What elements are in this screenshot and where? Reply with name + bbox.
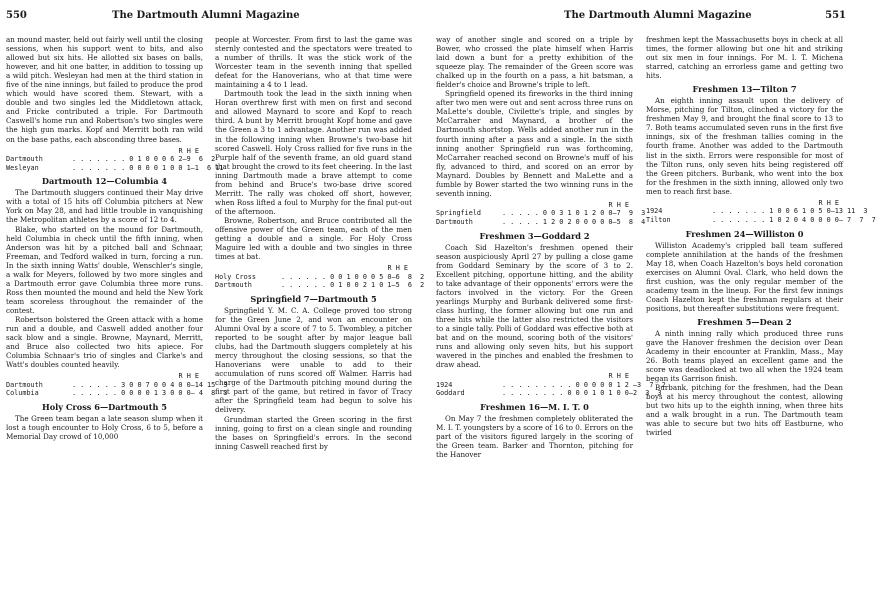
box-score-header: R H E	[608, 372, 629, 381]
box-score-header: R H E	[178, 372, 199, 381]
box-score-row: 1924 . . . . . . . 1 0 0 6 1 0 5 0—13 11 3	[646, 207, 868, 216]
box-score	[6, 372, 228, 398]
paragraph: freshmen kept the Massachusetts boys in check at all times, the former allowing but one hit and striking out six men in four innings. For M. I. T. Michena starred, catching an errorless game and getting two hits.	[646, 35, 843, 81]
page-number: 550	[6, 10, 27, 21]
box-score	[6, 146, 224, 173]
right-page-header	[426, 10, 852, 24]
box-score-header: R H E	[608, 200, 629, 209]
paragraph: A ninth inning rally which produced three runs gave the Hanover freshmen the decision over Dean Academy in their encounter at Franklin, Mass., May 26. Both teams played an excellent game and the score was deadlocked at two all when the 1924 team began its Garrison finish.	[646, 328, 843, 384]
right-page-column-1	[436, 35, 666, 600]
box-score-row: Holy Cross . . . . . . 0 0 1 0 0 0 5 0—6 8 2	[215, 272, 425, 281]
paragraph: Burbank, pitching for the freshmen, had the Dean boys at his mercy throughout the contest, allowing but two hits up to the eighth inning, when three hits and a walk brought in a run. The Dartmouth team was able to secure but two hits off Eastburne, who twirled	[646, 383, 843, 438]
box-score-header: R H E	[818, 198, 839, 207]
box-score-row: Springfield . . . . . 0 0 3 1 0 1 2 0 0—7 9 3	[436, 209, 646, 218]
box-score-row: Goddard . . . . . . . . 0 0 0 1 0 1 0 0—2 3 3	[436, 389, 662, 398]
paragraph: Dartmouth took the lead in the sixth inning when Horan overthrew first with men on first and second and allowed Maynard to score and Kopf to reach third. A bunt by Merritt brought Kopf home and gave the Green a 3 to 1 advantage. Another run was added in the following inning when Browne's two-base hit scored Caswell. Holy Cross rallied for five runs in the Purple half of the seventh frame, an old guard stand that brought the crowd to its feet cheering. In the last inning Dartmouth made a brave attempt to come from behind and Bruce's two-base drive scored Merritt. The rally was choked off short, however, when Ross lifted a foul to Murphy for the final put-out of the afternoon.	[215, 89, 412, 216]
paragraph: The Dartmouth sluggers continued their May drive with a total of 15 hits off Columbia pitchers at New York on May 28, and had little trouble in vanquishing the Metropolitan athletes by a score of 12 to 4.	[6, 188, 203, 225]
paragraph: people at Worcester. From first to last the game was sternly contested and the spectators were treated to a number of thrills. It was the stick work of the Worcester team in the seventh inning that spelled defeat for the Hanoverians, who at that time were maintaining a 4 to 1 lead.	[215, 35, 412, 90]
section-heading: Holy Cross 6—Dartmouth 5	[41, 402, 168, 413]
section-heading: Freshmen 13—Tilton 7	[692, 84, 797, 95]
section-heading: Dartmouth 12—Columbia 4	[41, 176, 168, 187]
box-score	[436, 372, 666, 398]
box-score-row: Dartmouth . . . . . . . 0 1 0 0 0 6 2—9 6 2	[6, 155, 216, 164]
box-score	[436, 200, 646, 227]
paragraph: Springfield Y. M. C. A. College proved too strong for the Green June 2, and won an encounter on Alumni Oval by a score of 7 to 5. Twombley, a pitcher reported to be sought after by major league ball clubs, had the Dartmouth sluggers completely at his mercy throughout the closing sessions, so that the Hanoverians were unable to add to their accumulation of runs scored off Walmer. Harris had charge of the Dartmouth pitching mound during the first part of the game, but retired in favor of Tracy after the Springfield team had begun to solve his delivery.	[215, 305, 412, 415]
box-score-row: Dartmouth . . . . . . 0 1 0 0 2 1 0 1—5 6 2	[215, 281, 425, 290]
box-score-row: Tilton . . . . . . . 1 0 2 0 4 0 0 0 0— 7 7 7	[646, 215, 876, 224]
left-page-column-2	[215, 35, 425, 600]
running-title: The Dartmouth Alumni Magazine	[112, 10, 300, 21]
left-page-column-1	[6, 35, 228, 600]
box-score-row: Dartmouth . . . . . 1 2 0 2 0 0 0 0 0—5 8 4	[436, 218, 646, 227]
paragraph: Robertson bolstered the Green attack with a home run and a double, and Caswell added another four sack blow and a single. Browne, Maynard, Merritt, and Bruce also collected two hits apiece. For Columbia Schnaar's trio of singles and Clarke's and Watt's doubles counted heavily.	[6, 315, 203, 370]
box-score-row: Columbia . . . . . . 0 0 0 0 1 3 0 0 0— 4 8 3	[6, 389, 228, 398]
left-page	[0, 0, 426, 600]
section-heading: Freshmen 3—Goddard 2	[479, 230, 590, 241]
box-score	[215, 264, 425, 290]
paragraph: An eighth inning assault upon the delivery of Morse, pitching for Tilton, clinched a victory for the freshmen May 9, and brought the final score to 13 to 7. Both teams accumulated seven runs in the first five innings, six of the freshman tallies coming in the fourth frame. Another was added to the Dartmouth list in the sixth. Errors were responsible for most of the Tilton runs, only seven hits being registered off the Green pitchers. Burbank, who went into the box for the freshmen in the sixth inning, allowed only two men to reach first base.	[646, 96, 843, 196]
paragraph: Springfield opened its fireworks in the third inning after two men were out and sent across three runs on MaLette's double, Civilette's triple, and singles by McCarraher and Maynard, a brother of the Dartmouth shortstop. Wells added another run in the fourth inning after a pass and a single. In the sixth inning another Springfield run was forthcoming, McCarraher reached second on Browne's muff of his fly, advanced to third, and scored on an error by Maynard. Doubles by Bennett and MaLette and a fumble by Bower started the two winning runs in the seventh inning.	[436, 89, 633, 198]
box-score-row: Dartmouth . . . . . . 3 0 0 7 0 0 4 0 0—14 15 3	[6, 380, 228, 389]
section-heading: Freshmen 24—Williston 0	[685, 228, 804, 239]
paragraph: Blake, who started on the mound for Dartmouth, held Columbia in check until the fifth inning, when Anderson was hit by a pitched ball and Schnaar, Freeman, and Tedford walked in turn, forcing a run. In the sixth inning Watts' double, Wenschler's single, a walk for Meyers, followed by two more singles and a Dartmouth error gave Columbia three more runs. Ross then mounted the mound and held the New York team scoreless throughout the remainder of the contest.	[6, 224, 203, 315]
paragraph: Grundman started the Green scoring in the first inning, going to first on a clean single and rounding the bases on Springfield's errors. In the second inning Caswell reached first by	[215, 414, 412, 451]
page-number: 551	[825, 10, 846, 21]
running-title: The Dartmouth Alumni Magazine	[564, 10, 752, 21]
paragraph: Williston Academy's crippled ball team suffered complete annihilation at the hands of the freshmen May 18, when Coach Hazelton's boys held coronation exercises on Alumni Oval. Clark, who held down the first cushion, was the only regular member of the academy team in the lineup. For the first few innings Coach Hazelton kept the freshman regulars at their positions, but thereafter substitutions were frequent.	[646, 240, 843, 313]
paragraph: an mound master, held out fairly well until the closing sessions, when his support went to bits, and also allowed but six hits. He allotted six bases on balls, however, and hit one batter, in addition to tossing up a wild pitch. Wesleyan had men at the third station in five of the nine innings, but failed to produce the prod which would have scored them. Stewart, with a double and two singles led the Middletown attack, and Fricke contributed a triple. For Dartmouth Caswell's home run and Robertson's two singles were the high gun marks. Kopf and Merritt both ran wild on the base paths, each absconding three bases.	[6, 35, 203, 144]
left-page-header	[0, 10, 426, 24]
paragraph: On May 7 the freshmen completely obliterated the M. I. T. youngsters by a score of 16 to 0. Errors on the part of the visitors figured largely in the scoring of the Green team. Barker and Thornton, pitching for the Hanover	[436, 414, 633, 460]
section-heading: Springfield 7—Dartmouth 5	[250, 293, 377, 304]
paragraph: The Green team began a late season slump when it lost a tough encounter to Holy Cross, 6 to 5, before a Memorial Day crowd of 10,000	[6, 414, 203, 442]
box-score-row: Wesleyan . . . . . . . 0 0 0 0 1 0 0 1—1 6 11	[6, 163, 224, 172]
paragraph: Coach Sid Hazelton's freshmen opened their season auspiciously April 27 by pulling a close game from Goddard Seminary by the score of 3 to 2. Excellent pitching, opportune hitting, and the ability to take advantage of their opponents' errors were the factors involved in the victory. For the Green yearlings Murphy and Burbank delivered some first-class hurling, the former allowing but one run and three hits while the latter also restricted the visitors to a single tally. Polli of Goddard was effective both at bat and on the mound, scoring both of the visitors' runs and allowing only seven hits, but his support wavered in the pinches and enabled the freshmen to draw ahead.	[436, 242, 633, 370]
right-page	[426, 0, 876, 600]
box-score-row: 1924 . . . . . . . . . 0 0 0 0 0 1 2 —3 7 2	[436, 380, 666, 389]
box-score	[646, 198, 876, 225]
box-score-header: R H E	[178, 146, 199, 155]
section-heading: Freshmen 16—M. I. T. 0	[480, 402, 589, 413]
box-score-header: R H E	[387, 264, 408, 273]
section-heading: Freshmen 5—Dean 2	[697, 316, 792, 327]
paragraph: way of another single and scored on a triple by Bower, who crossed the plate himself when Harris laid down a bunt for a pretty exhibition of the squeeze play. The remainder of the Green score was chalked up in the fourth on a pass, a hit batsman, a fielder's choice and Browne's triple to left.	[436, 35, 633, 90]
right-page-column-2	[646, 35, 876, 600]
paragraph: Browne, Robertson, and Bruce contributed all the offensive power of the Green team, each of the men getting a double and a single. For Holy Cross Maguire led with a double and two singles in three times at bat.	[215, 215, 412, 262]
